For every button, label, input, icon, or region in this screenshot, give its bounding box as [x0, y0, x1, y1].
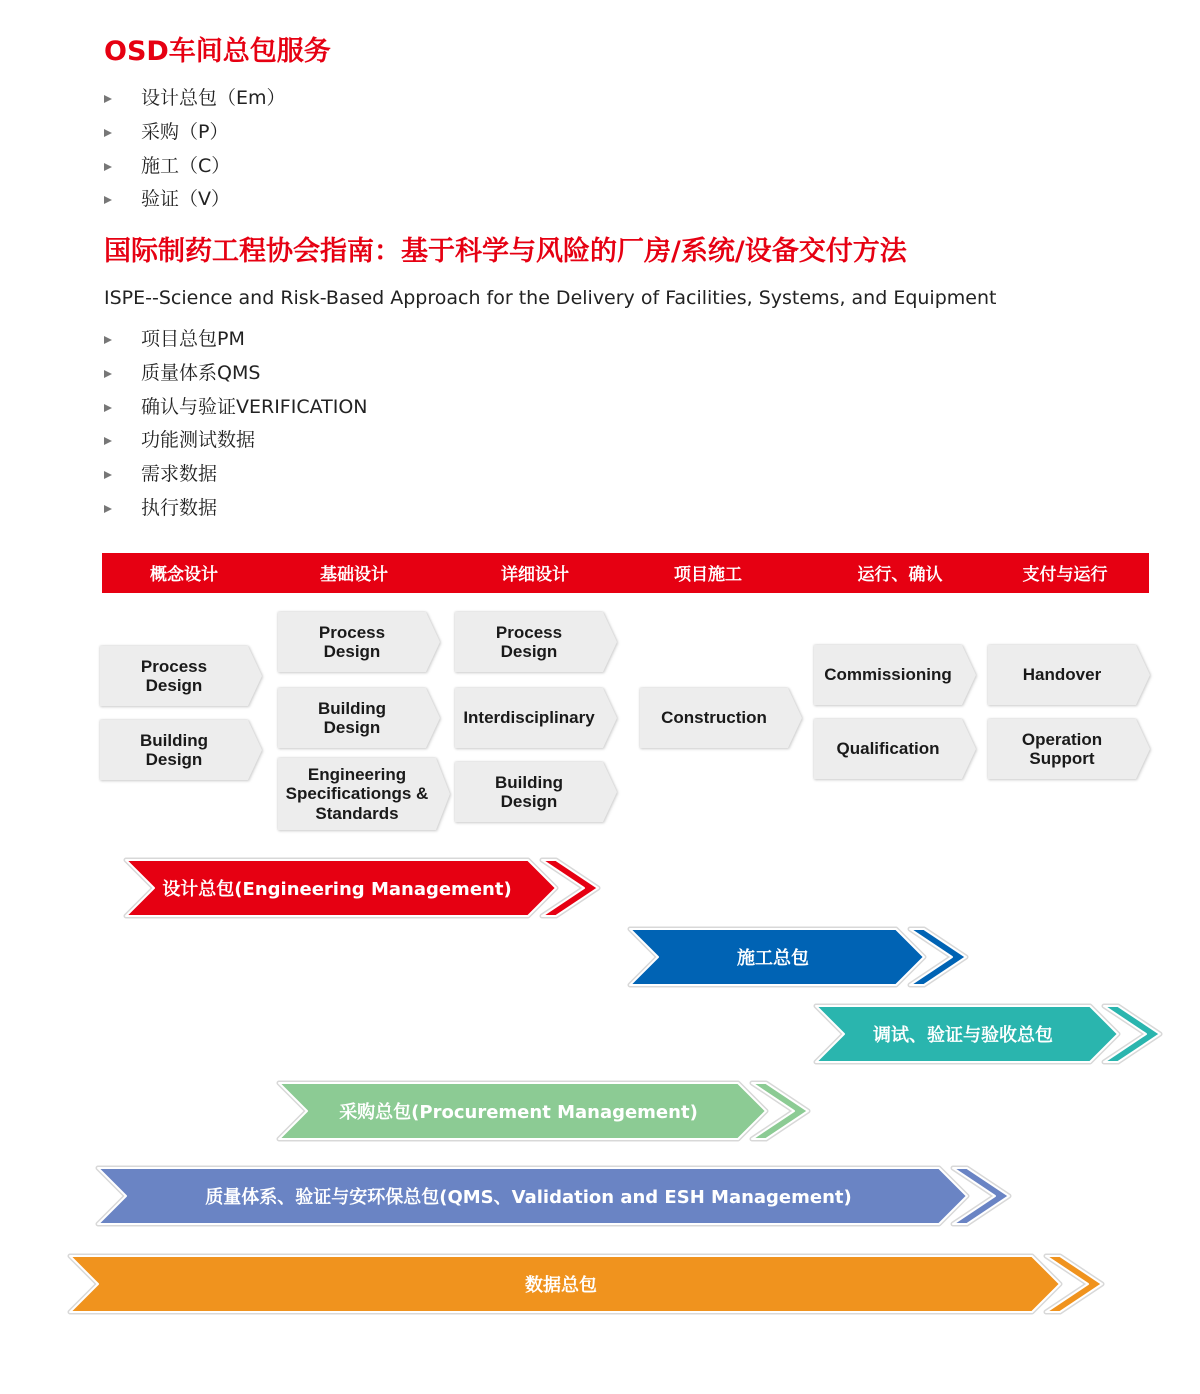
phase-box-building-design: Building Design — [455, 762, 617, 822]
list-item: 质量体系QMS — [104, 357, 368, 391]
bullet-triangle-icon — [104, 95, 112, 103]
section2-title: 国际制药工程协会指南：基于科学与风险的厂房/系统/设备交付方法 — [104, 236, 907, 267]
phase-box-handover: Handover — [988, 645, 1150, 705]
bullet-triangle-icon — [104, 505, 112, 513]
band-procurement-management: 采购总包(Procurement Management) — [279, 1083, 810, 1139]
band-cqv-management: 调试、验证与验收总包 — [816, 1006, 1162, 1062]
phase-box-process-design: Process Design — [100, 646, 262, 706]
list-item: 项目总包PM — [104, 323, 368, 357]
bullet-triangle-icon — [104, 163, 112, 171]
section1-list — [104, 82, 286, 217]
phase-box-building-design: Building Design — [278, 688, 440, 748]
phase-box-engineering-specifications: Engineering Specificationgs & Standards — [278, 758, 450, 830]
phase-box-qualification: Qualification — [814, 719, 976, 779]
list-item: 执行数据 — [104, 492, 368, 526]
phase-box-process-design: Process Design — [455, 612, 617, 672]
bullet-triangle-icon — [104, 404, 112, 412]
bullet-triangle-icon — [104, 437, 112, 445]
section2-list — [104, 323, 368, 526]
list-item: 设计总包（Em） — [104, 82, 286, 116]
list-item: 确认与验证VERIFICATION — [104, 391, 368, 425]
band-engineering-management: 设计总包(Engineering Management) — [126, 860, 600, 916]
band-qms-validation-esh: 质量体系、验证与安环保总包(QMS、Validation and ESH Management) — [98, 1168, 1011, 1224]
phase-box-building-design: Building Design — [100, 720, 262, 780]
list-item: 需求数据 — [104, 458, 368, 492]
phase-label: 概念设计 — [150, 565, 218, 585]
list-item: 功能测试数据 — [104, 424, 368, 458]
phase-box-process-design: Process Design — [278, 612, 440, 672]
phase-header-bar — [102, 553, 1149, 593]
phase-box-commissioning: Commissioning — [814, 645, 976, 705]
list-item: 验证（V） — [104, 183, 286, 217]
band-construction-management: 施工总包 — [630, 929, 968, 985]
phase-label: 支付与运行 — [1022, 565, 1108, 585]
phase-label: 项目施工 — [674, 565, 742, 585]
section1-title: OSD车间总包服务 — [104, 36, 331, 67]
phase-box-construction: Construction — [640, 688, 802, 748]
list-item: 采购（P） — [104, 116, 286, 150]
bullet-triangle-icon — [104, 471, 112, 479]
phase-label: 详细设计 — [501, 565, 569, 585]
bullet-triangle-icon — [104, 370, 112, 378]
section2-subtitle: ISPE--Science and Risk-Based Approach for the Delivery of Facilities, Systems, and Equipment — [104, 287, 997, 309]
band-data-management: 数据总包 — [70, 1256, 1104, 1312]
phase-label: 基础设计 — [320, 565, 388, 585]
list-item: 施工（C） — [104, 150, 286, 184]
phase-box-interdisciplinary: Interdisciplinary — [455, 688, 617, 748]
bullet-triangle-icon — [104, 129, 112, 137]
phase-box-operation-support: Operation Support — [988, 719, 1150, 779]
bullet-triangle-icon — [104, 336, 112, 344]
bullet-triangle-icon — [104, 196, 112, 204]
phase-label: 运行、确认 — [857, 565, 943, 585]
